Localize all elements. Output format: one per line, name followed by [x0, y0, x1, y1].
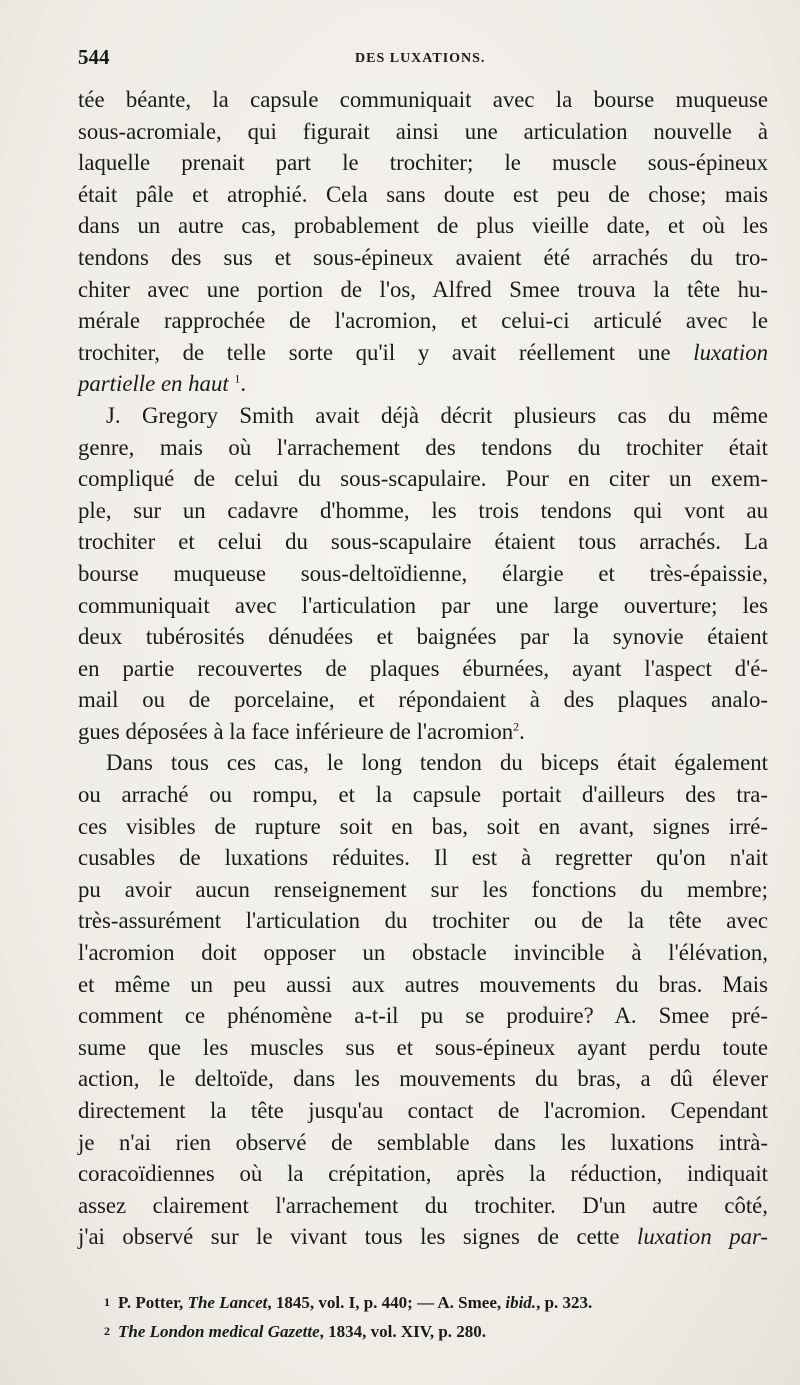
text-line: très-assurément l'articulation du trochiter ou de la tête avec [78, 908, 768, 934]
text-line: et même un peu aussi aux autres mouvements du bras. Mais [78, 971, 768, 997]
text-line: compliqué de celui du sous-scapulaire. Pour en citer un exem- [78, 466, 768, 492]
page-header [78, 45, 760, 75]
italic-term: partielle en haut [78, 371, 229, 397]
text-line: dans un autre cas, probablement de plus vieille date, et où les [78, 213, 768, 239]
text-line [78, 1221, 768, 1253]
text-line [78, 337, 768, 369]
text-line: cusables de luxations réduites. Il est à regretter qu'on n'ait [78, 845, 768, 871]
text-line: tée béante, la capsule communiquait avec la bourse muqueuse [78, 87, 768, 112]
footnote-1 [104, 1288, 764, 1317]
text-line: l'acromion doit opposer un obstacle invincible à l'élévation, [78, 940, 768, 966]
running-head: DES LUXATIONS. [355, 51, 486, 66]
footnote-italic: ibid. [505, 1293, 537, 1312]
text-line: je n'ai rien observé de semblable dans les luxations intrà- [78, 1129, 768, 1155]
text-fragment: j'ai observé sur le vivant tous les signes de cette [78, 1224, 620, 1250]
footnote-2 [104, 1317, 764, 1346]
italic-term: luxation par- [637, 1224, 769, 1250]
footnotes [104, 1288, 764, 1346]
text-line: communiquait avec l'articulation par une large ouverture; les [78, 592, 768, 618]
text-line: ple, sur un cadavre d'homme, les trois tendons qui vont au [78, 497, 768, 523]
footnote-text: P. Potter, [118, 1293, 188, 1312]
text-line: genre, mais où l'arrachement des tendons du trochiter était [78, 434, 768, 460]
text-line: sume que les muscles sus et sous-épineux ayant perdu toute [78, 1034, 768, 1060]
text-line: action, le deltoïde, dans les mouvements du bras, a dû élever [78, 1066, 768, 1092]
text-line: J. Gregory Smith avait déjà décrit plusieurs cas du même [106, 402, 768, 428]
text-line: chiter avec une portion de l'os, Alfred Smee trouva la tête hu- [78, 276, 768, 302]
text-line: directement la tête jusqu'au contact de l'acromion. Cependant [78, 1098, 768, 1123]
text-line: Dans tous ces cas, le long tendon du biceps était également [106, 750, 768, 776]
text-line: ces visibles de rupture soit en bas, soit en avant, signes irré- [78, 813, 768, 839]
footnote-text: , 1845, vol. I, p. 440; — A. Smee, [267, 1293, 506, 1312]
text-line: pu avoir aucun renseignement sur les fonctions du membre; [78, 876, 768, 902]
text-line [78, 716, 768, 748]
text-line: bourse muqueuse sous-deltoïdienne, élargie et très-épaissie, [78, 560, 768, 586]
text-line: était pâle et atrophié. Cela sans doute est peu de chose; mais [78, 181, 768, 207]
footnote-italic: The London medical Gazette [118, 1322, 320, 1341]
punctuation: . [519, 718, 525, 744]
text-line: sous-acromiale, qui figurait ainsi une articulation nouvelle à [78, 118, 768, 144]
text-fragment: trochiter, de telle sorte qu'il y avait réellement une [78, 339, 671, 365]
text-line: laquelle prenait part le trochiter; le muscle sous-épineux [78, 150, 768, 176]
footnote-text: , 1834, vol. XIV, p. 280. [319, 1322, 487, 1341]
footnote-italic: The Lancet [187, 1293, 268, 1312]
text-line: trochiter et celui du sous-scapulaire étaient tous arrachés. La [78, 529, 768, 555]
body-text [78, 84, 768, 1253]
text-line: deux tubérosités dénudées et baignées par la synovie étaient [78, 624, 768, 650]
text-fragment: gues déposées à la face inférieure de l'acromion [78, 718, 514, 744]
text-line: en partie recouvertes de plaques éburnées, ayant l'aspect d'é- [78, 655, 768, 681]
footnote-text: , p. 323. [536, 1293, 593, 1312]
footnote-marker: 1 [104, 1295, 110, 1309]
text-line [78, 368, 768, 400]
text-line: ou arraché ou rompu, et la capsule portait d'ailleurs des tra- [78, 782, 768, 808]
footnote-ref: 1 [234, 371, 241, 386]
text-line: mail ou de porcelaine, et répondaient à des plaques analo- [78, 687, 768, 713]
text-line: assez clairement l'arrachement du trochiter. D'un autre côté, [78, 1192, 768, 1218]
footnote-ref: 2 [513, 719, 520, 734]
text-line: mérale rapprochée de l'acromion, et celui-ci articulé avec le [78, 308, 768, 334]
text-line: tendons des sus et sous-épineux avaient été arrachés du tro- [78, 244, 768, 270]
italic-term: luxation [693, 339, 768, 365]
footnote-marker: 2 [104, 1324, 110, 1338]
page-number: 544 [78, 45, 110, 69]
punctuation: . [240, 371, 247, 397]
text-line: comment ce phénomène a-t-il pu se produire? A. Smee pré- [78, 1003, 768, 1029]
text-line: coracoïdiennes où la crépitation, après la réduction, indiquait [78, 1161, 768, 1187]
